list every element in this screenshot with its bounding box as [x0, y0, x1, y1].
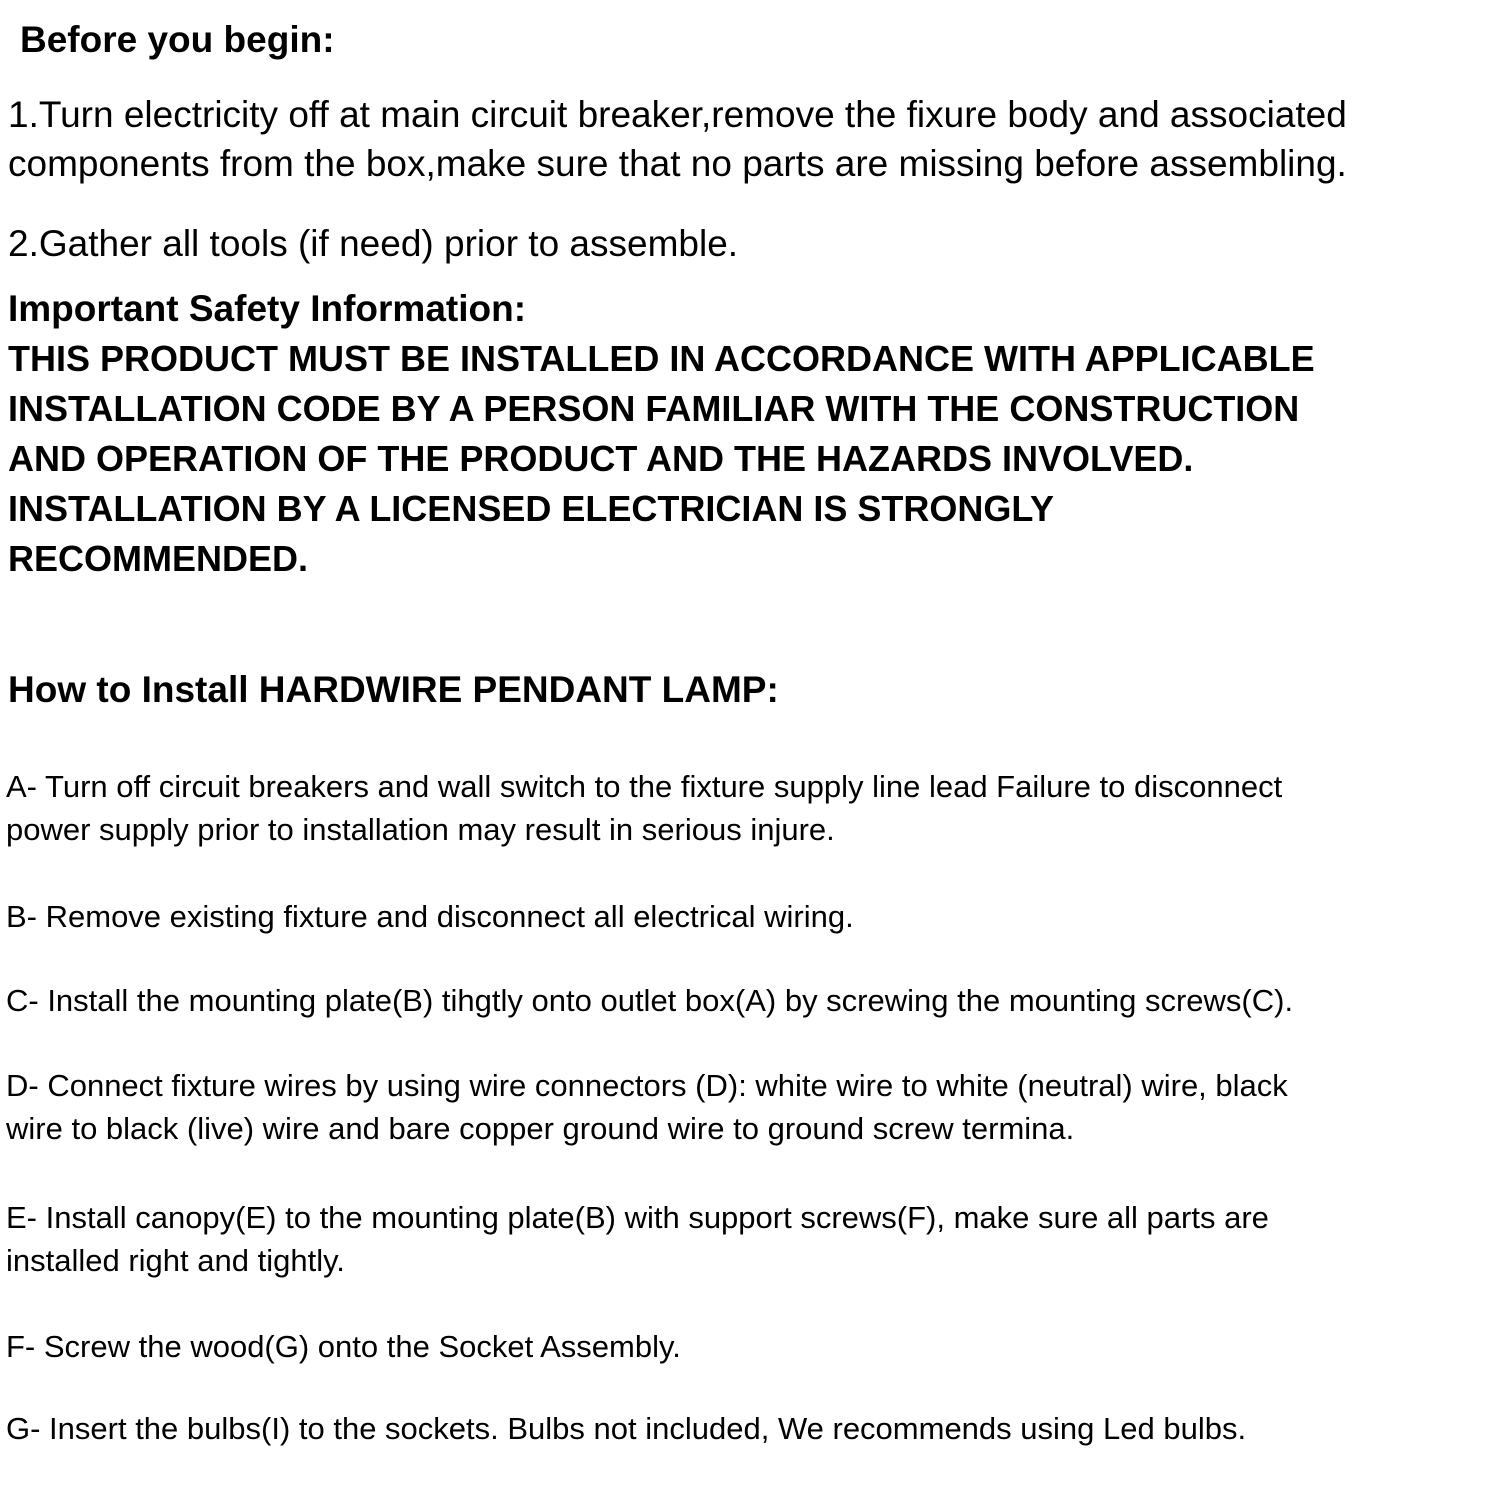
safety-warning-line: RECOMMENDED.	[8, 538, 309, 579]
safety-warning-line: INSTALLATION CODE BY A PERSON FAMILIAR WITH THE CONSTRUCTION	[8, 388, 1300, 429]
safety-warning-line: INSTALLATION BY A LICENSED ELECTRICIAN IS STRONGLY	[8, 488, 1055, 529]
step-e-line-1: E- Install canopy(E) to the mounting plate(B) with support screws(F), make sure all parts are	[6, 1200, 1269, 1235]
safety-warning-line: THIS PRODUCT MUST BE INSTALLED IN ACCORDANCE WITH APPLICABLE	[8, 338, 1315, 379]
step-f: F- Screw the wood(G) onto the Socket Assembly.	[6, 1329, 681, 1364]
step-b: B- Remove existing fixture and disconnect all electrical wiring.	[6, 899, 854, 934]
step-d-line-1: D- Connect fixture wires by using wire connectors (D): white wire to white (neutral) wire, black	[6, 1068, 1288, 1103]
step-g: G- Insert the bulbs(I) to the sockets. Bulbs not included, We recommends using Led bulbs.	[6, 1411, 1247, 1446]
safety-heading: Important Safety Information:	[8, 288, 527, 329]
before-item-1-line-1: 1.Turn electricity off at main circuit breaker,remove the fixure body and associated	[8, 94, 1347, 135]
install-heading: How to Install HARDWIRE PENDANT LAMP:	[8, 669, 779, 710]
safety-warning-line: AND OPERATION OF THE PRODUCT AND THE HAZARDS INVOLVED.	[8, 438, 1194, 479]
before-item-1-line-2: components from the box,make sure that no parts are missing before assembling.	[8, 143, 1347, 184]
step-a-line-1: A- Turn off circuit breakers and wall switch to the fixture supply line lead Failure to disconnect	[6, 769, 1283, 804]
before-you-begin-heading: Before you begin:	[20, 19, 335, 60]
step-e-line-2: installed right and tightly.	[6, 1243, 345, 1278]
step-d-line-2: wire to black (live) wire and bare copper ground wire to ground screw termina.	[6, 1111, 1075, 1146]
before-item-2: 2.Gather all tools (if need) prior to assemble.	[8, 223, 739, 264]
step-a-line-2: power supply prior to installation may result in serious injure.	[6, 812, 835, 847]
step-c: C- Install the mounting plate(B) tihgtly onto outlet box(A) by screwing the mounting screws(C).	[6, 983, 1294, 1018]
